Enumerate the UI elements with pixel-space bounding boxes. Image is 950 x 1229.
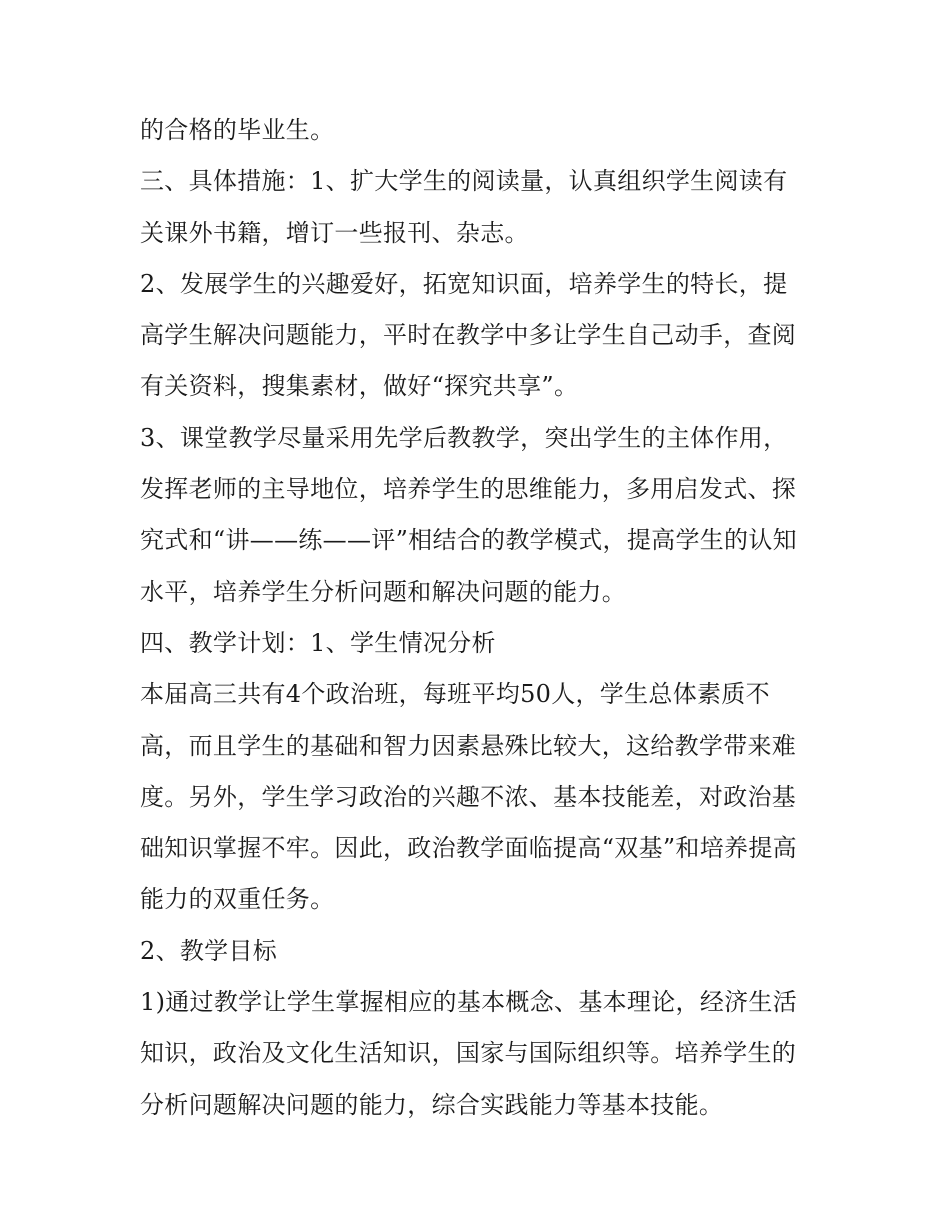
text-line: 1)通过教学让学生掌握相应的基本概念、基本理论，经济生活 [140,988,798,1017]
text-line: 高学生解决问题能力，平时在教学中多让学生自己动手，查阅 [140,321,797,350]
text-line: 高，而且学生的基础和智力因素悬殊比较大，这给教学带来难 [140,731,797,760]
text-line: 度。另外，学生学习政治的兴趣不浓、基本技能差，对政治基 [140,782,797,811]
text-line: 究式和“讲——练——评”相结合的教学模式，提高学生的认知 [140,526,797,555]
text-line: 2、发展学生的兴趣爱好，拓宽知识面，培养学生的特长，提 [140,269,788,298]
text-line: 知识，政治及文化生活知识，国家与国际组织等。培养学生的 [140,1039,797,1068]
text-line: 水平，培养学生分析问题和解决问题的能力。 [140,577,626,606]
text-line: 关课外书籍，增订一些报刊、杂志。 [140,218,529,247]
text-line: 2、教学目标 [140,936,278,965]
text-line: 3、课堂教学尽量采用先学后教教学，突出学生的主体作用， [140,423,788,452]
text-line: 能力的双重任务。 [140,885,335,914]
document-body [140,105,820,1131]
text-line: 础知识掌握不牢。因此，政治教学面临提高“双基”和培养提高 [140,834,797,863]
text-line: 的合格的毕业生。 [140,116,335,144]
text-line: 三、具体措施：1、扩大学生的阅读量，认真组织学生阅读有 [140,167,788,196]
text-line: 四、教学计划：1、学生情况分析 [140,628,496,657]
text-line: 本届高三共有4个政治班，每班平均50人，学生总体素质不 [140,680,770,709]
text-line: 分析问题解决问题的能力，综合实践能力等基本技能。 [140,1090,724,1119]
text-line: 发挥老师的主导地位，培养学生的思维能力，多用启发式、探 [140,475,797,504]
text-line: 有关资料，搜集素材，做好“探究共享”。 [140,372,579,401]
